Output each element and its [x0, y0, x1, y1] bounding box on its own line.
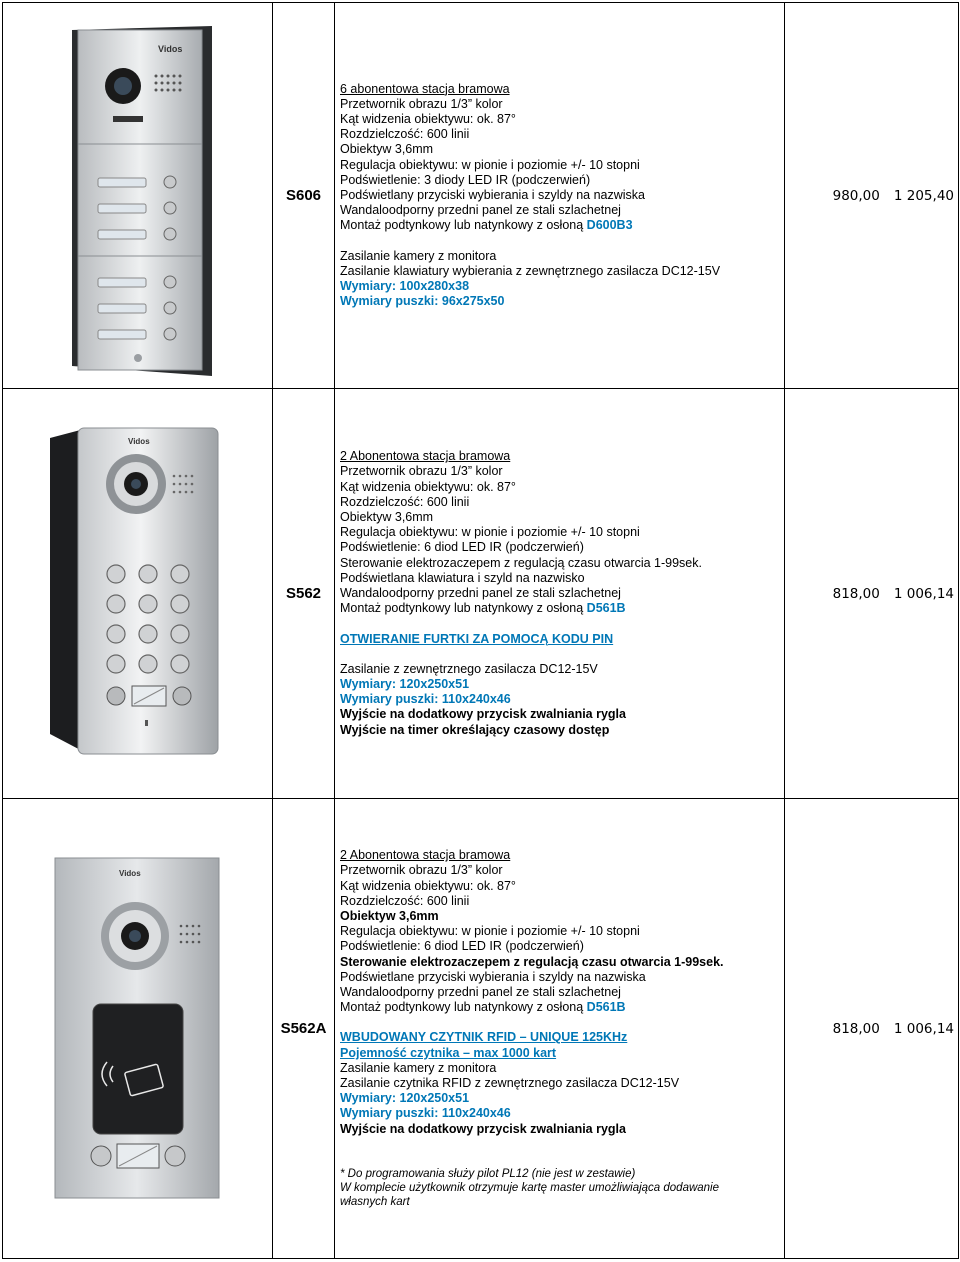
description-line	[340, 203, 784, 218]
housing-model: D561B	[586, 601, 626, 616]
description-text: Wandaloodporny przedni panel ze stali szlachetnej	[340, 985, 621, 999]
description-lines	[340, 848, 784, 1209]
door-station-6-button-icon	[58, 16, 218, 376]
description-text: Zasilanie czytnika RFID z zewnętrznego zasilacza DC12-15V	[340, 1076, 680, 1091]
description-text: Kąt widzenia obiektywu: ok. 87°	[340, 878, 516, 893]
description-text: Wyjście na dodatkowy przycisk zwalniania rygla	[340, 1121, 626, 1136]
description-line	[340, 97, 784, 112]
description-text: Wyjście na timer określający czasowy dostęp	[340, 722, 610, 737]
description-line	[340, 723, 784, 738]
door-station-rfid-icon	[53, 856, 223, 1201]
product-row-s606	[3, 3, 959, 389]
description-line	[340, 894, 784, 909]
description-line	[340, 82, 784, 97]
description-text: Wymiary: 100x280x38	[340, 279, 470, 294]
description-line	[340, 707, 784, 722]
description-text: 6 abonentowa stacja bramowa	[340, 81, 510, 96]
description-line	[340, 863, 784, 878]
description-line	[340, 294, 784, 309]
price-gross: 1 006,14	[893, 585, 954, 602]
product-code: S606	[273, 3, 335, 389]
spacer	[340, 1152, 784, 1167]
description-text: Regulacja obiektywu: w pionie i poziomie +/- 10 stopni	[340, 157, 640, 172]
description-line	[340, 480, 784, 495]
description-text: Obiektyw 3,6mm	[340, 510, 434, 525]
housing-model: D600B3	[586, 218, 633, 233]
price-net: 818,00	[832, 1020, 880, 1037]
product-description	[335, 389, 785, 799]
product-row-s562	[3, 389, 959, 799]
description-line	[340, 924, 784, 939]
description-text: Sterowanie elektrozaczepem z regulacją czasu otwarcia 1-99sek.	[340, 954, 724, 969]
description-text: Zasilanie kamery z monitora	[340, 248, 497, 263]
description-line	[340, 464, 784, 479]
description-line	[340, 495, 784, 510]
description-line	[340, 127, 784, 142]
description-line	[340, 1167, 740, 1209]
description-line	[340, 879, 784, 894]
product-row-s562a	[3, 799, 959, 1259]
description-line	[340, 279, 784, 294]
description-line	[340, 1091, 784, 1106]
description-text: 2 Abonentowa stacja bramowa	[340, 848, 511, 863]
description-line	[340, 909, 784, 924]
description-line	[340, 449, 784, 464]
description-text: Zasilanie kamery z monitora	[340, 1060, 497, 1075]
description-text: Wymiary: 120x250x51	[340, 1091, 470, 1106]
description-text: WBUDOWANY CZYTNIK RFID – UNIQUE 125KHz	[340, 1030, 628, 1045]
price-cell	[785, 389, 959, 799]
description-text: Sterowanie elektrozaczepem z regulacją czasu otwarcia 1-99sek.	[340, 555, 702, 570]
description-text: Rozdzielczość: 600 linii	[340, 494, 470, 509]
price-cell	[785, 799, 959, 1259]
price-gross: 1 205,40	[893, 187, 954, 204]
description-text: * Do programowania służy pilot PL12 (nie jest w zestawie) W komplecie użytkownik otrzymuje kartę master umożliwiająca dodawanie własnych kart	[340, 1167, 720, 1208]
description-line	[340, 970, 784, 985]
description-text: Wandaloodporny przedni panel ze stali szlachetnej	[340, 203, 621, 218]
description-line	[340, 173, 784, 188]
product-table	[2, 2, 959, 1259]
description-text: Wymiary puszki: 110x240x46	[340, 1106, 511, 1121]
description-text: Regulacja obiektywu: w pionie i poziomie +/- 10 stopni	[340, 525, 640, 540]
description-line	[340, 158, 784, 173]
housing-model: D561B	[586, 1000, 626, 1015]
description-line	[340, 662, 784, 677]
description-text: Wymiary puszki: 110x240x46	[340, 692, 511, 707]
product-logo: Vidos	[118, 869, 141, 878]
description-lines	[340, 82, 784, 310]
description-line	[340, 525, 784, 540]
spacer	[340, 1015, 784, 1030]
description-line	[340, 955, 784, 970]
description-line	[340, 218, 784, 233]
description-text: Zasilanie klawiatury wybierania z zewnętrznego zasilacza DC12-15V	[340, 263, 721, 278]
description-line	[340, 1122, 784, 1137]
product-logo: Vidos	[127, 436, 150, 446]
description-line	[340, 848, 784, 863]
description-text: 2 Abonentowa stacja bramowa	[340, 449, 511, 464]
description-text: Podświetlenie: 6 diod LED IR (podczerwień)	[340, 939, 584, 954]
description-text: Przetwornik obrazu 1/3” kolor	[340, 96, 503, 111]
description-text: Montaż podtynkowy lub natynkowy z osłoną	[340, 218, 587, 233]
product-description	[335, 3, 785, 389]
description-line	[340, 1061, 784, 1076]
description-text: Rozdzielczość: 600 linii	[340, 893, 470, 908]
description-line	[340, 1106, 784, 1121]
description-line	[340, 540, 784, 555]
spacer	[340, 617, 784, 632]
product-image-cell	[3, 3, 273, 389]
product-code: S562	[273, 389, 335, 799]
description-text: Podświetlenie: 6 diod LED IR (podczerwień)	[340, 540, 584, 555]
description-text: Pojemność czytnika – max 1000 kart	[340, 1045, 557, 1060]
description-line	[340, 510, 784, 525]
product-image-cell	[3, 389, 273, 799]
description-line	[340, 692, 784, 707]
description-line	[340, 601, 784, 616]
description-line	[340, 556, 784, 571]
description-text: Kąt widzenia obiektywu: ok. 87°	[340, 111, 516, 126]
description-line[interactable]	[340, 1030, 784, 1045]
spacer	[340, 647, 784, 662]
description-line	[340, 1076, 784, 1091]
description-line	[340, 249, 784, 264]
description-text: Rozdzielczość: 600 linii	[340, 127, 470, 142]
description-text: Kąt widzenia obiektywu: ok. 87°	[340, 479, 516, 494]
description-line	[340, 985, 784, 1000]
description-line	[340, 264, 784, 279]
description-text: Regulacja obiektywu: w pionie i poziomie +/- 10 stopni	[340, 924, 640, 939]
description-line	[340, 142, 784, 157]
description-text: Podświetlana klawiatura i szyld na nazwisko	[340, 570, 585, 585]
description-line	[340, 1000, 784, 1015]
description-line	[340, 677, 784, 692]
description-line[interactable]	[340, 1046, 784, 1061]
description-line	[340, 188, 784, 203]
description-text: Obiektyw 3,6mm	[340, 908, 439, 923]
price-gross: 1 006,14	[893, 1020, 954, 1037]
product-image-cell	[3, 799, 273, 1259]
door-station-keypad-icon	[48, 424, 228, 764]
description-text: Przetwornik obrazu 1/3” kolor	[340, 863, 503, 878]
description-text: Montaż podtynkowy lub natynkowy z osłoną	[340, 1000, 587, 1015]
description-text: Wymiary puszki: 96x275x50	[340, 294, 505, 309]
description-text: Przetwornik obrazu 1/3” kolor	[340, 464, 503, 479]
price-net: 980,00	[832, 187, 880, 204]
description-text: Wymiary: 120x250x51	[340, 676, 470, 691]
description-lines	[340, 449, 784, 737]
description-text: OTWIERANIE FURTKI ZA POMOCĄ KODU PIN	[340, 631, 614, 646]
description-line	[340, 112, 784, 127]
description-text: Podświetlane przyciski wybierania i szyldy na nazwiska	[340, 969, 646, 984]
product-code: S562A	[273, 799, 335, 1259]
description-line	[340, 939, 784, 954]
product-logo: Vidos	[157, 43, 182, 54]
description-text: Wyjście na dodatkowy przycisk zwalniania rygla	[340, 707, 626, 722]
description-line[interactable]	[340, 632, 784, 647]
spacer	[340, 234, 784, 249]
description-text: Wandaloodporny przedni panel ze stali szlachetnej	[340, 586, 621, 601]
price-cell	[785, 3, 959, 389]
description-line	[340, 571, 784, 586]
product-description	[335, 799, 785, 1259]
description-text: Podświetlany przyciski wybierania i szyldy na nazwiska	[340, 188, 645, 202]
description-line	[340, 586, 784, 601]
description-text: Montaż podtynkowy lub natynkowy z osłoną	[340, 601, 587, 616]
spacer	[340, 1137, 784, 1152]
price-net: 818,00	[832, 585, 880, 602]
description-text: Obiektyw 3,6mm	[340, 142, 434, 157]
description-text: Podświetlenie: 3 diody LED IR (podczerwień)	[340, 172, 591, 187]
description-text: Zasilanie z zewnętrznego zasilacza DC12-15V	[340, 661, 598, 676]
